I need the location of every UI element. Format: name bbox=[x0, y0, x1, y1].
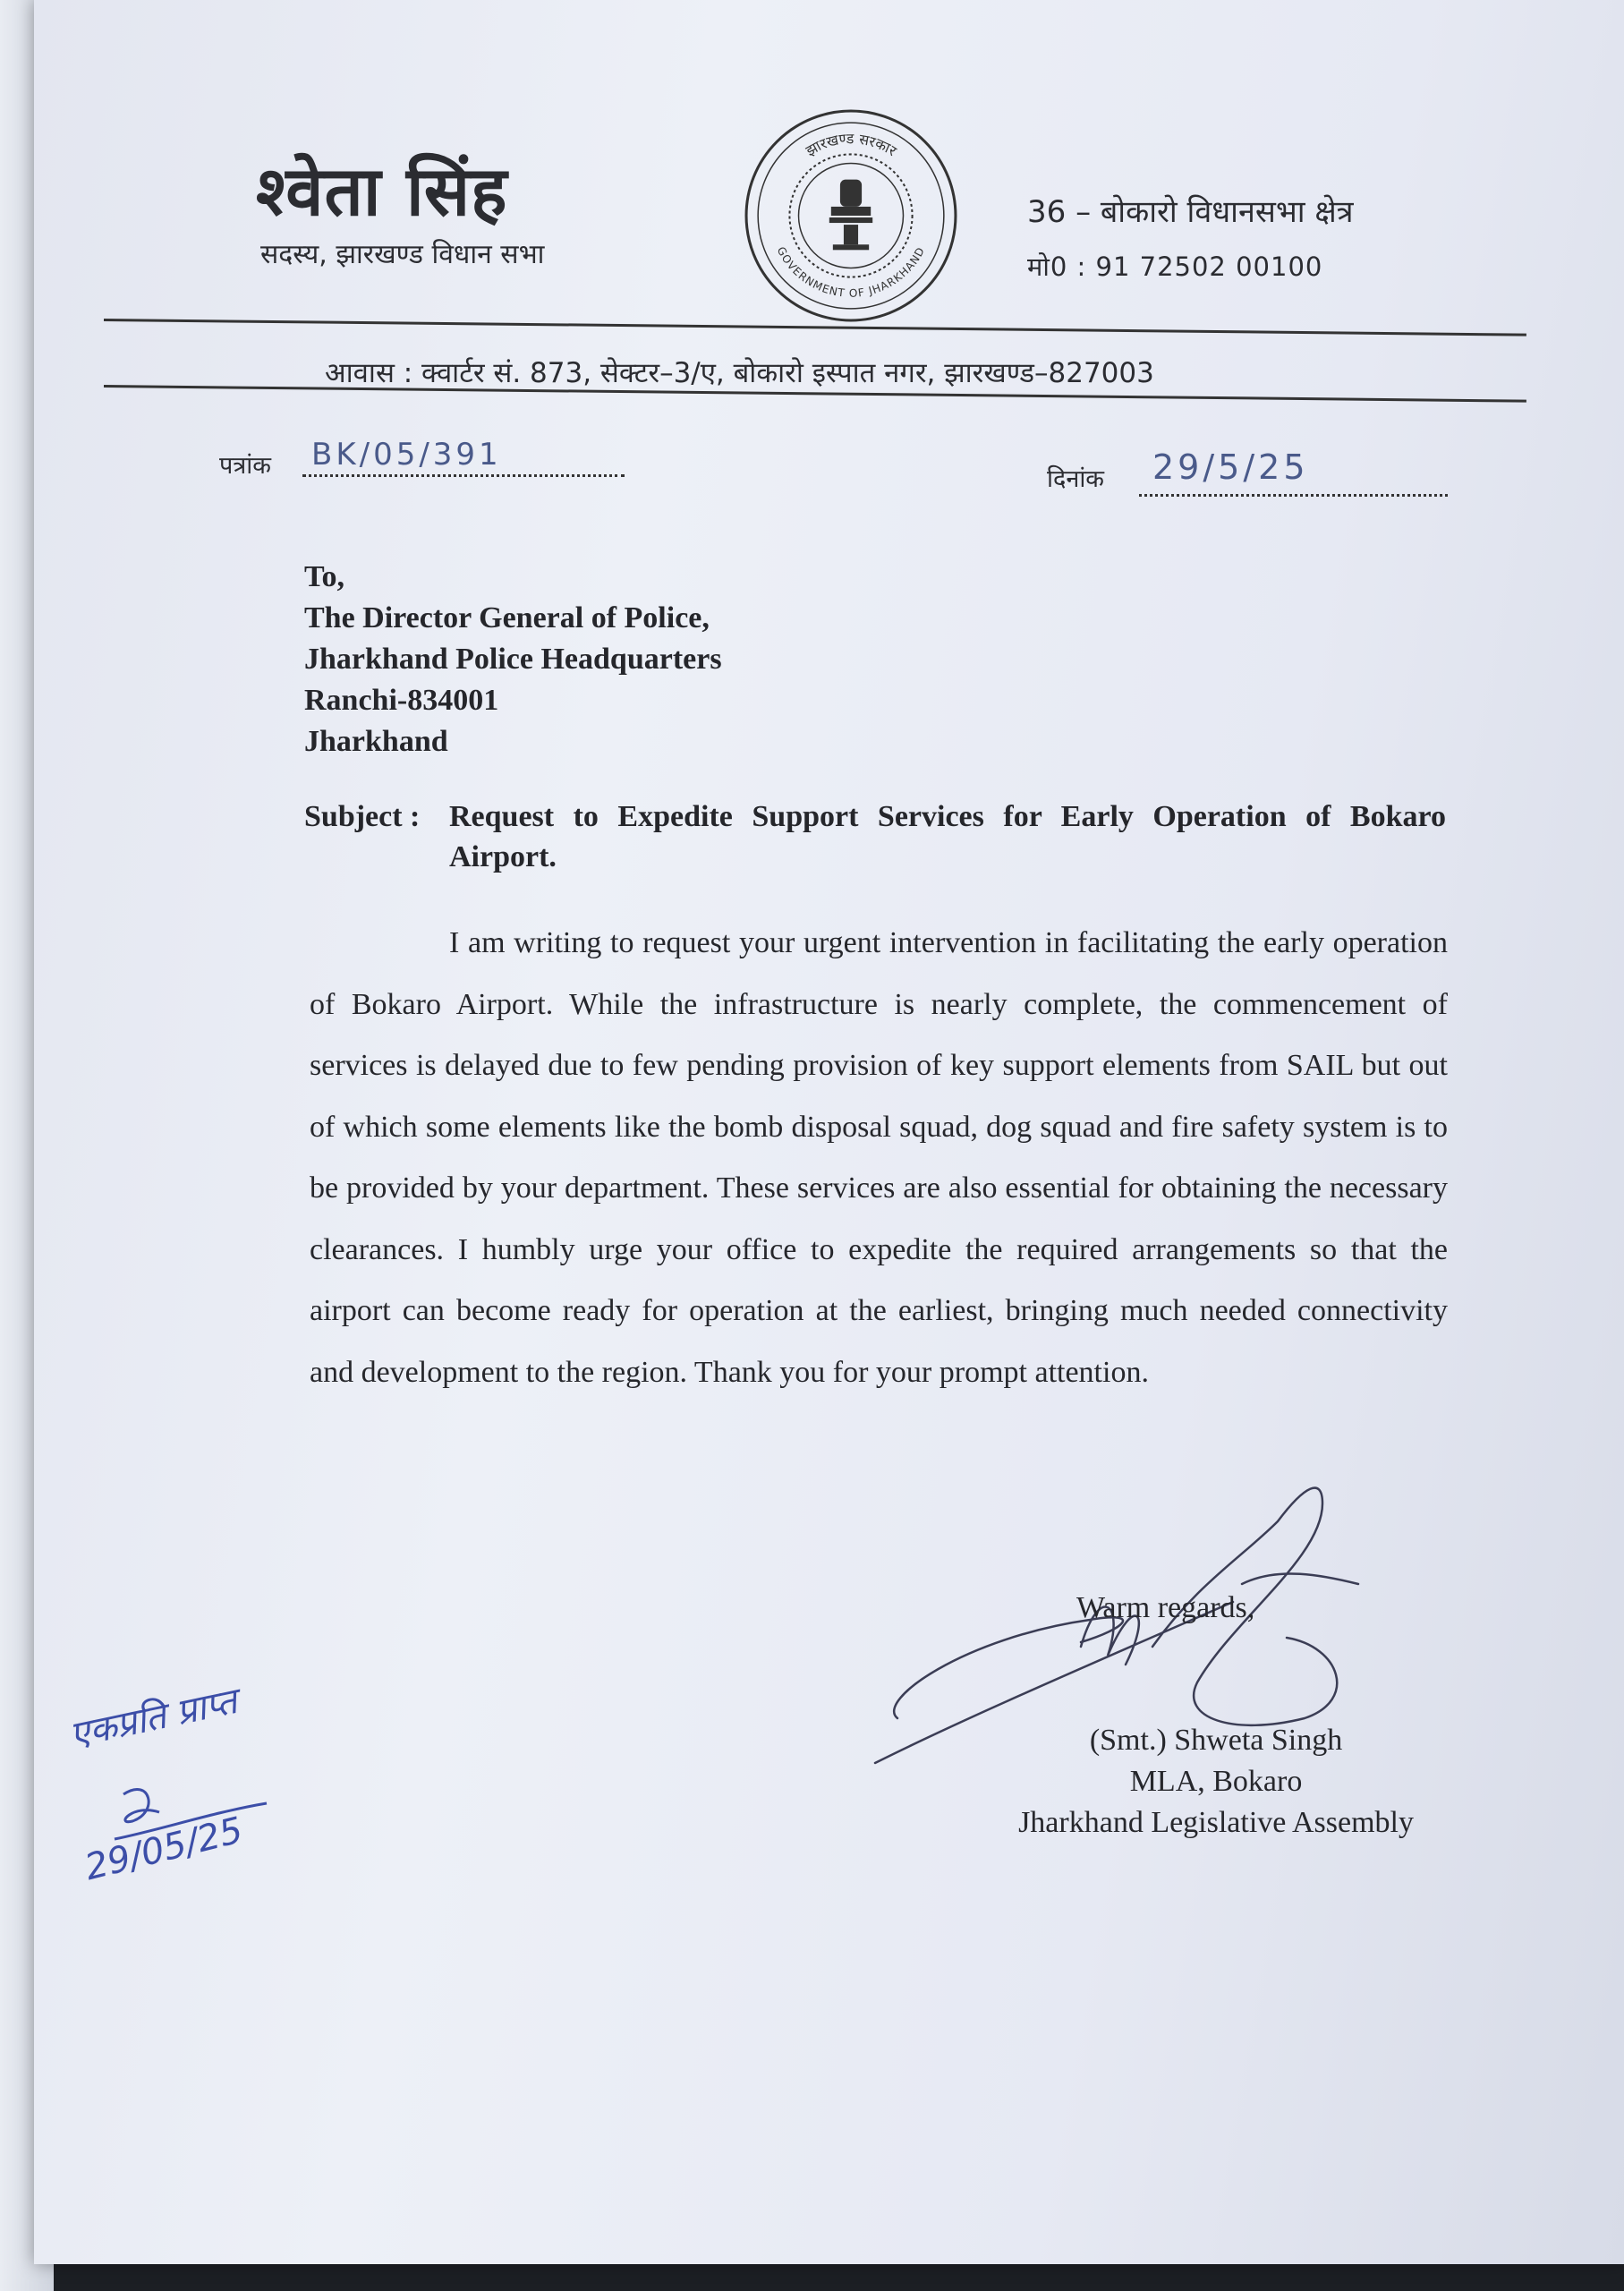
subject-label: Subject : bbox=[304, 800, 421, 833]
letterhead-constituency: 36 – बोकारो विधानसभा क्षेत्र bbox=[1027, 194, 1354, 230]
date-dotted-line bbox=[1139, 494, 1448, 497]
seal-text-top: झारखण्ड सरकार bbox=[803, 130, 900, 160]
svg-text:झारखण्ड सरकार bbox=[803, 130, 899, 159]
recipient-line: Jharkhand bbox=[304, 725, 448, 758]
letter-body: I am writing to request your urgent intervention in facilitating the early operation of Bokaro Airport. While the infrastructure is nearly complete, the commencement of services is delayed due to few pending provision of key support elements from SAIL but out of which some elements like the bomb disposal squad, dog squad and fire safety system is to be provided by your department. These services are also essential for obtaining the necessary clearances. I humbly urge your office to expedite the required arrangements so that the airport can become ready for operation at the earliest, bringing much needed connectivity and development to the region. Thank you for your prompt attention. bbox=[310, 926, 1448, 1389]
salutation: To, bbox=[304, 560, 345, 593]
signatory-block bbox=[1018, 1720, 1414, 1844]
signatory-name: (Smt.) Shweta Singh bbox=[1089, 1724, 1343, 1757]
recipient-line: The Director General of Police, bbox=[304, 601, 710, 634]
handwritten-receipt-note bbox=[65, 1681, 338, 1915]
signatory-title: MLA, Bokaro bbox=[1129, 1765, 1303, 1798]
signatory-org: Jharkhand Legislative Assembly bbox=[1018, 1806, 1414, 1839]
recipient-block bbox=[304, 557, 722, 762]
reference-number: BK/05/391 bbox=[311, 437, 502, 473]
subject-text: Request to Expedite Support Services for Early Operation of Bokaro Airport. bbox=[449, 800, 1446, 873]
letterhead-address: आवास : क्वार्टर सं. 873, सेक्टर–3/ए, बोकारो इस्पात नगर, झारखण्ड–827003 bbox=[325, 357, 1154, 389]
recipient-line: Jharkhand Police Headquarters bbox=[304, 643, 722, 676]
seal-text-bottom: GOVERNMENT OF JHARKHAND bbox=[774, 244, 928, 300]
reference-label: पत्रांक bbox=[219, 452, 271, 480]
letter-page bbox=[34, 0, 1624, 2264]
date-value: 29/5/25 bbox=[1152, 447, 1309, 487]
letterhead-name: श्वेता सिंह bbox=[256, 151, 508, 231]
note-line-1: एकप्रति प्राप्त bbox=[65, 1681, 241, 1757]
government-seal-icon bbox=[743, 107, 959, 324]
recipient-line: Ranchi-834001 bbox=[304, 684, 499, 717]
date-label: दिनांक bbox=[1047, 465, 1105, 493]
reference-dotted-line bbox=[302, 474, 625, 477]
note-line-2: 29/05/25 bbox=[81, 1810, 247, 1889]
closing-regards: Warm regards, bbox=[1076, 1591, 1255, 1624]
letterhead-mobile: मो0 : 91 72502 00100 bbox=[1027, 251, 1323, 282]
letterhead-designation: सदस्य, झारखण्ड विधान सभा bbox=[260, 239, 545, 270]
